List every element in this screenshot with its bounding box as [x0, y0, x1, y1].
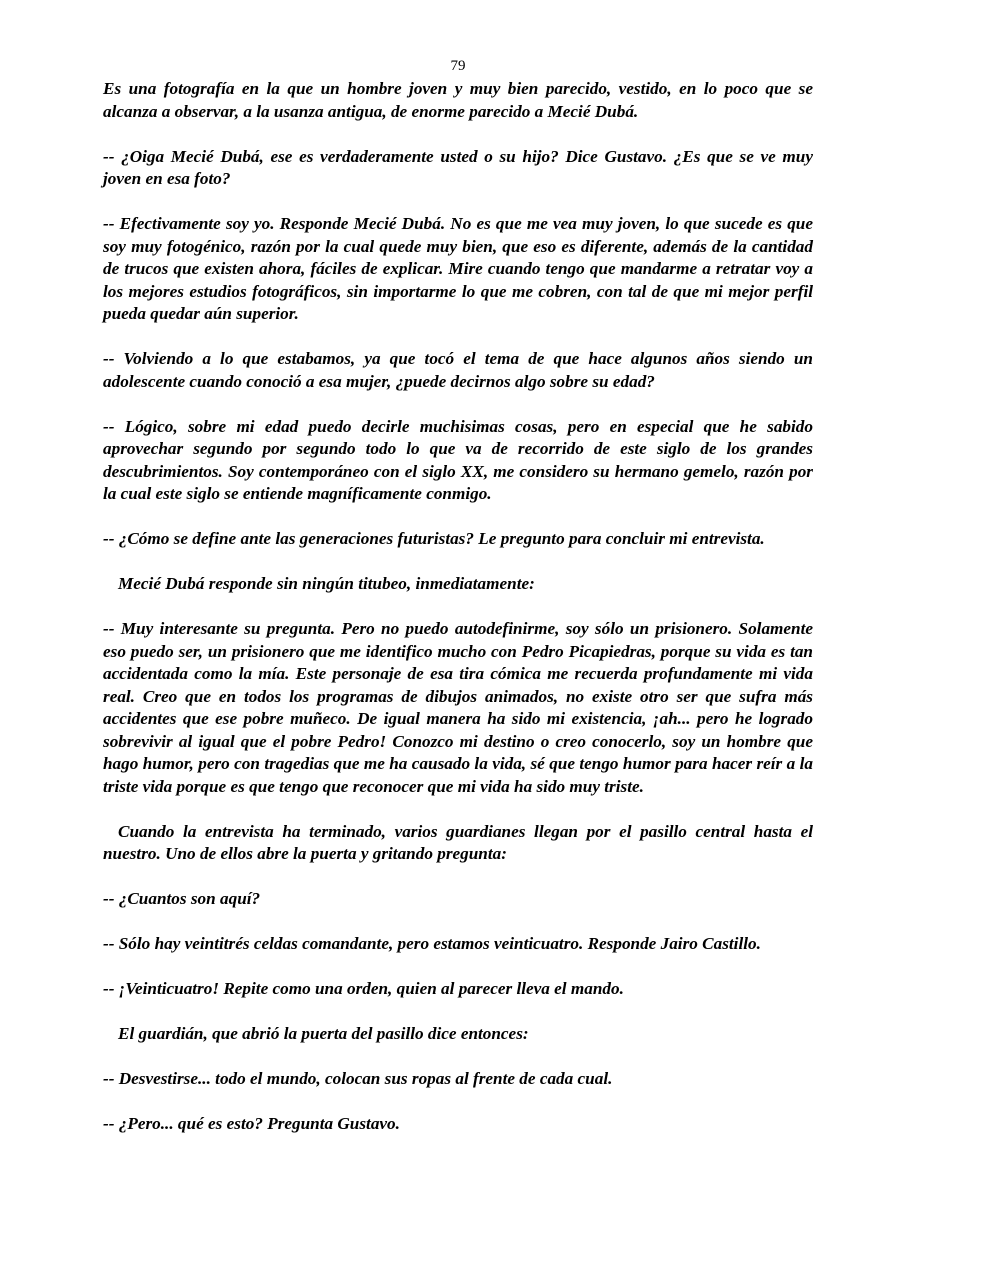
- paragraph-photo-description: Es una fotografía en la que un hombre joven y muy bien parecido, vestido, en lo poco que se alcanza a observar, a la usanza antigua, de enorme parecido a Mecié Dubá.: [103, 79, 813, 121]
- paragraph-age-question: -- Volviendo a lo que estabamos, ya que tocó el tema de que hace algunos años siendo un adolescente cuando conoció a esa mujer, ¿puede decirnos algo sobre su edad?: [103, 349, 813, 391]
- paragraph-gustavo-question: -- ¿Oiga Mecié Dubá, ese es verdaderamente usted o su hijo? Dice Gustavo. ¿Es que se ve muy joven en esa foto?: [103, 146, 813, 188]
- paragraph-how-many-question: -- ¿Cuantos son aquí?: [103, 889, 261, 908]
- paragraph-prisoner-answer: -- Muy interesante su pregunta. Pero no puedo autodefinirme, soy sólo un prisionero. Solamente eso puedo ser, un prisionero que me identifico mucho con Pedro Picapiedras, porque su vida es tan accidentada como la mía. Este personaje de esa tira cómica me recuerda profundamente mi vida real. Creo que en todos los programas de dibujos animados, no existe otro ser que sufra más accidentes que ese pobre muñeco. De igual manera ha sido mi existencia, ¡ah... pero he logrado sobrevivir al igual que el pobre Pedro! Conozco mi destino o creo conocerlo, soy un hombre que hago humor, pero con tragedias que me ha causado la vida, sé que tengo humor para hacer reír a la triste vida porque es que tengo que reconocer que mi vida ha sido muy triste.: [103, 619, 813, 796]
- paragraph-gustavo-asks: -- ¿Pero... qué es esto? Pregunta Gustavo.: [103, 1114, 400, 1133]
- paragraph-photogenic-answer: -- Efectivamente soy yo. Responde Mecié Dubá. No es que me vea muy joven, lo que sucede es que soy muy fotogénico, razón por la cual quede muy bien, que eso es diferente, además de la cantidad de trucos que existen ahora, fáciles de explicar. Mire cuando tengo que mandarme a retratar voy a los mejores estudios fotográficos, sin importarme lo que me cobren, con tal de que mi mejor perfil pueda quedar aún superior.: [103, 214, 813, 323]
- page-number: 79: [450, 58, 466, 74]
- paragraph-guardians-arrive: Cuando la entrevista ha terminado, varios guardianes llegan por el pasillo central hasta el nuestro. Uno de ellos abre la puerta y gritando pregunta:: [103, 821, 813, 863]
- paragraph-jairo-answer: -- Sólo hay veintitrés celdas comandante, pero estamos veinticuatro. Responde Jairo Castillo.: [103, 934, 761, 953]
- document-body: [103, 78, 813, 1158]
- paragraph-undress-order: -- Desvestirse... todo el mundo, colocan sus ropas al frente de cada cual.: [103, 1069, 613, 1088]
- paragraph-definition-question: -- ¿Cómo se define ante las generaciones futuristas? Le pregunto para concluir mi entrevista.: [103, 529, 765, 548]
- paragraph-response-intro: Mecié Dubá responde sin ningún titubeo, inmediatamente:: [118, 574, 535, 593]
- paragraph-age-answer: -- Lógico, sobre mi edad puedo decirle muchisimas cosas, pero en especial que he sabido aprovechar segundo por segundo todo lo que va de recorrido de este siglo de los grandes descubrimientos. Soy contemporáneo con el siglo XX, me considero su hermano gemelo, razón por la cual este siglo se entiende magníficamente conmigo.: [103, 416, 813, 503]
- paragraph-repeat-order: -- ¡Veinticuatro! Repite como una orden, quien al parecer lleva el mando.: [103, 979, 624, 998]
- paragraph-guardian-says: El guardián, que abrió la puerta del pasillo dice entonces:: [118, 1024, 529, 1043]
